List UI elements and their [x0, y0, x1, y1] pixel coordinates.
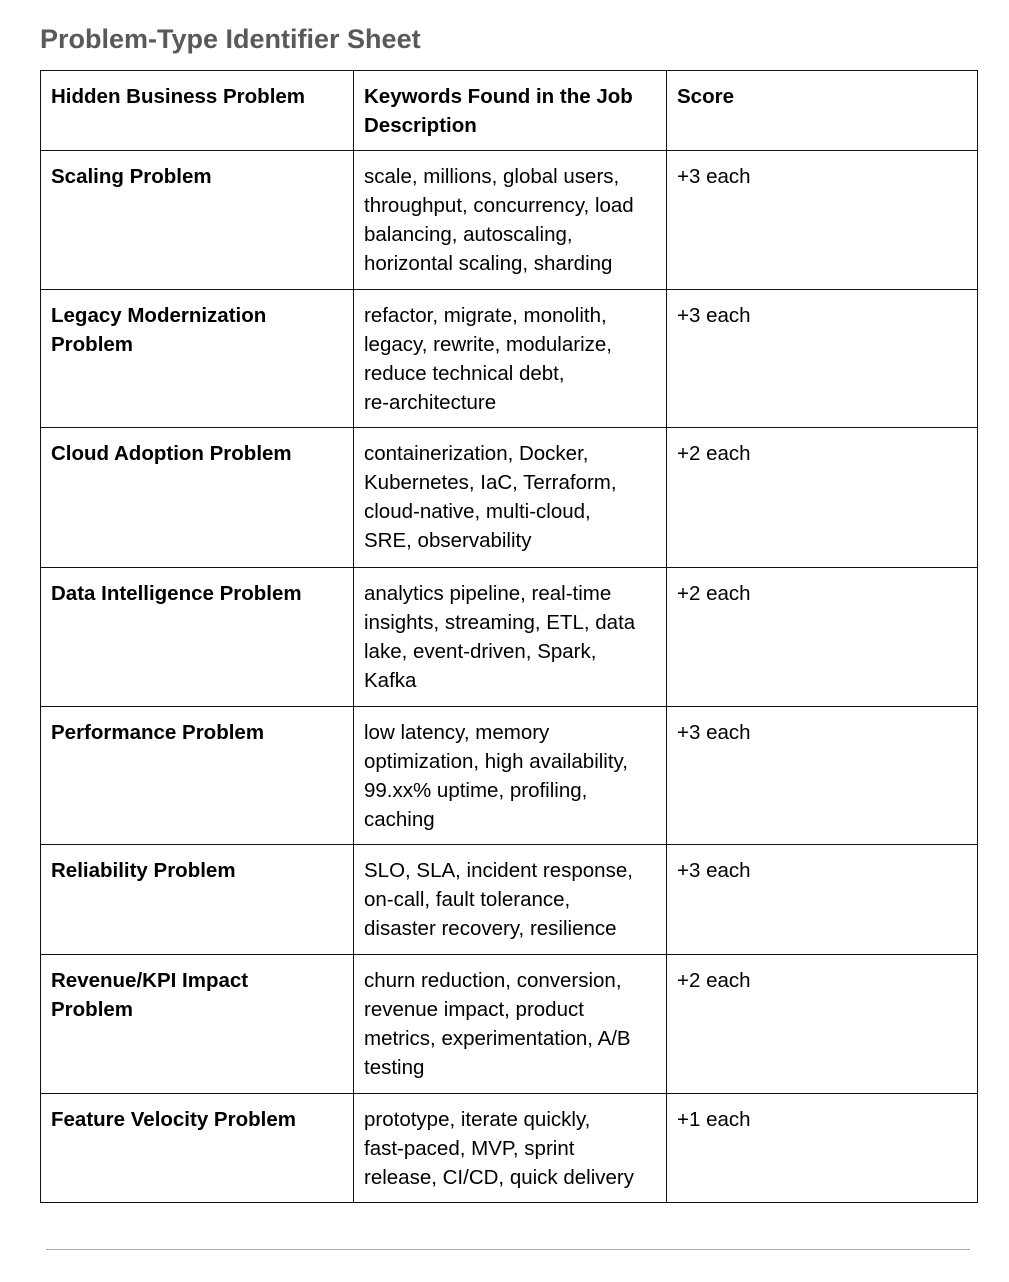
score-cell	[667, 845, 978, 955]
score-cell	[667, 290, 978, 428]
problem-cell-text: Revenue/KPI Impact	[51, 969, 249, 992]
score-cell	[667, 707, 978, 845]
keywords-cell-text: lake, event-driven, Spark,	[364, 640, 597, 663]
problem-cell-text: Reliability Problem	[51, 859, 236, 882]
keywords-cell	[354, 707, 667, 845]
header-hidden-business-problem	[41, 71, 354, 151]
table-row	[41, 707, 978, 845]
keywords-cell-text: legacy, rewrite, modularize,	[364, 333, 612, 356]
score-cell-text: +3 each	[677, 304, 751, 327]
problem-cell	[41, 151, 354, 290]
keywords-cell-text: on-call, fault tolerance,	[364, 888, 571, 911]
keywords-cell-text: SRE, observability	[364, 529, 532, 552]
table-row	[41, 428, 978, 568]
keywords-cell-text: balancing, autoscaling,	[364, 223, 573, 246]
keywords-cell-text: prototype, iterate quickly,	[364, 1108, 591, 1131]
keywords-cell-text: release, CI/CD, quick delivery	[364, 1166, 635, 1189]
problem-cell-text: Performance Problem	[51, 721, 265, 744]
table-header-row	[41, 71, 978, 151]
horizontal-rule	[46, 1249, 970, 1250]
problem-cell-text: Cloud Adoption Problem	[51, 442, 292, 465]
problem-cell-text: Data Intelligence Problem	[51, 582, 302, 605]
score-cell-text: +2 each	[677, 442, 751, 465]
problem-cell-text: Legacy Modernization	[51, 304, 267, 327]
keywords-cell-text: testing	[364, 1056, 425, 1079]
score-cell-text: +3 each	[677, 721, 751, 744]
keywords-cell-text: reduce technical debt,	[364, 362, 565, 385]
header-keywords	[354, 71, 667, 151]
keywords-cell-text: fast-paced, MVP, sprint	[364, 1137, 575, 1160]
header-text: Keywords Found in the Job	[364, 85, 633, 108]
keywords-cell-text: disaster recovery, resilience	[364, 917, 617, 940]
keywords-cell-text: revenue impact, product	[364, 998, 584, 1021]
problem-cell	[41, 955, 354, 1094]
page-title: Problem-Type Identifier Sheet	[40, 24, 421, 54]
problem-type-table	[40, 70, 978, 1203]
table-row	[41, 955, 978, 1094]
problem-cell-text: Scaling Problem	[51, 165, 212, 188]
keywords-cell	[354, 845, 667, 955]
table-row	[41, 568, 978, 707]
score-cell	[667, 1094, 978, 1203]
problem-cell	[41, 845, 354, 955]
score-cell	[667, 955, 978, 1094]
problem-cell	[41, 568, 354, 707]
keywords-cell-text: insights, streaming, ETL, data	[364, 611, 636, 634]
problem-cell-text: Feature Velocity Problem	[51, 1108, 296, 1131]
score-cell-text: +2 each	[677, 582, 751, 605]
keywords-cell-text: 99.xx% uptime, profiling,	[364, 779, 588, 802]
problem-cell-text: Problem	[51, 998, 134, 1021]
score-cell-text: +2 each	[677, 969, 751, 992]
keywords-cell	[354, 1094, 667, 1203]
score-cell-text: +3 each	[677, 165, 751, 188]
keywords-cell-text: containerization, Docker,	[364, 442, 589, 465]
keywords-cell	[354, 955, 667, 1094]
keywords-cell-text: caching	[364, 808, 435, 831]
header-text: Description	[364, 114, 477, 137]
keywords-cell-text: metrics, experimentation, A/B	[364, 1027, 631, 1050]
keywords-cell	[354, 428, 667, 568]
keywords-cell-text: Kubernetes, IaC, Terraform,	[364, 471, 617, 494]
problem-cell	[41, 1094, 354, 1203]
table-row	[41, 151, 978, 290]
keywords-cell	[354, 290, 667, 428]
problem-cell	[41, 707, 354, 845]
keywords-cell-text: Kafka	[364, 669, 417, 692]
problem-cell-text: Problem	[51, 333, 134, 356]
table-row	[41, 290, 978, 428]
header-score	[667, 71, 978, 151]
keywords-cell-text: low latency, memory	[364, 721, 550, 744]
keywords-cell-text: analytics pipeline, real-time	[364, 582, 612, 605]
keywords-cell-text: cloud-native, multi-cloud,	[364, 500, 591, 523]
score-cell	[667, 151, 978, 290]
table-row	[41, 845, 978, 955]
keywords-cell-text: churn reduction, conversion,	[364, 969, 622, 992]
header-text: Score	[677, 85, 734, 108]
score-cell-text: +3 each	[677, 859, 751, 882]
keywords-cell-text: throughput, concurrency, load	[364, 194, 634, 217]
keywords-cell-text: scale, millions, global users,	[364, 165, 620, 188]
keywords-cell-text: SLO, SLA, incident response,	[364, 859, 633, 882]
score-cell	[667, 568, 978, 707]
table-row	[41, 1094, 978, 1203]
header-text: Hidden Business Problem	[51, 85, 306, 108]
keywords-cell	[354, 151, 667, 290]
keywords-cell-text: re-architecture	[364, 391, 497, 414]
problem-cell	[41, 290, 354, 428]
problem-cell	[41, 428, 354, 568]
keywords-cell	[354, 568, 667, 707]
score-cell-text: +1 each	[677, 1108, 751, 1131]
score-cell	[667, 428, 978, 568]
keywords-cell-text: optimization, high availability,	[364, 750, 628, 773]
keywords-cell-text: refactor, migrate, monolith,	[364, 304, 607, 327]
keywords-cell-text: horizontal scaling, sharding	[364, 252, 613, 275]
